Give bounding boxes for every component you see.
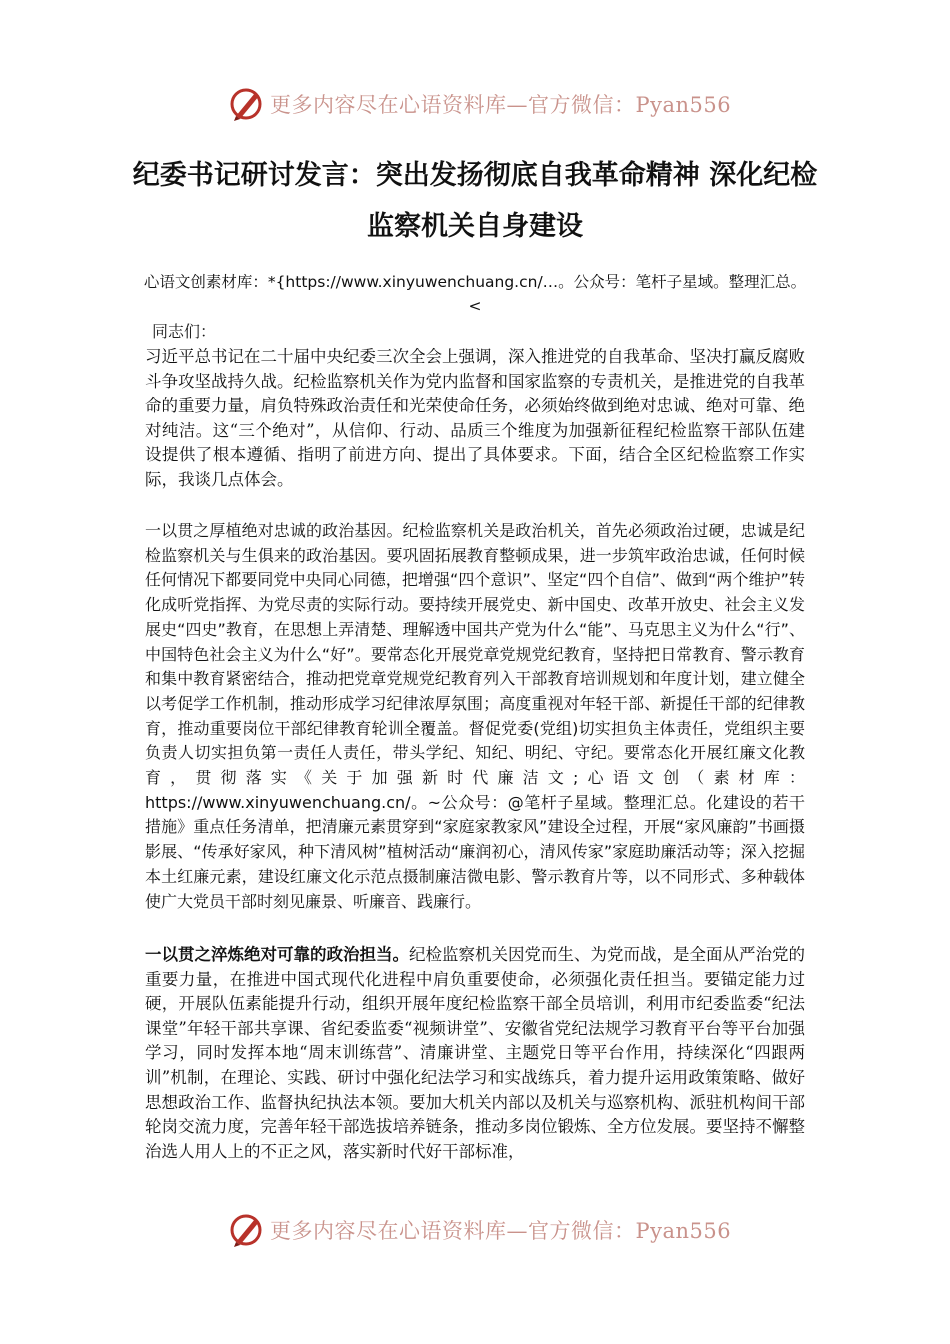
pen-logo-icon [228,86,264,122]
paragraph-loyalty: 一以贯之厚植绝对忠诚的政治基因。纪检监察机关是政治机关，首先必须政治过硬，忠诚是纪检监察机关与生俱来的政治基因。要巩固拓展教育整顿成果，进一步筑牢政治忠诚，任何时候任何情况下都要同党中央同心同德，把增强“四个意识”、坚定“四个自信”、做到“两个维护”转化成听党指挥、为党尽责的实际行动。要持续开展党史、新中国史、改革开放史、社会主义发展史“四史”教育，在思想上弄清楚、理解透中国共产党为什么“能”、马克思主义为什么“行”、中国特色社会主义为什么“好”。要常态化开展党章党规党纪教育，坚持把日常教育、警示教育和集中教育紧密结合，推动把党章党规党纪教育列入干部教育培训规划和年度计划，建立健全以考促学工作机制，推动形成学习纪律浓厚氛围；高度重视对年轻干部、新提任干部的纪律教育，推动重要岗位干部纪律教育轮训全覆盖。督促党委(党组)切实担负主体责任，党组织主要负责人切实担负第一责任人责任，带头学纪、知纪、明纪、守纪。要常态化开展红廉文化教育，贯彻落实《关于加强新时代廉洁文;心语文创（素材库：https://www.xinyuwenchuang.cn/。~公众号：@笔杆子星域。整理汇总。化建设的若干措施》重点任务清单，把清廉元素贯穿到“家庭家教家风”建设全过程，开展“家风廉韵”书画摄影展、“传承好家风，种下清风树”植树活动“廉润初心，清风传家”家庭助廉活动等；深入挖掘本土红廉元素，建设红廉文化示范点摄制廉洁微电影、警示教育片等，以不同形式、多种载体使广大党员干部时刻见廉景、听廉音、践廉行。 [145,521,805,911]
greeting: 同志们： [152,322,217,341]
paragraph-heading: 一以贯之淬炼绝对可靠的政治担当。 [145,945,409,964]
source-line: 心语文创素材库：*{https://www.xinyuwenchuang.cn/…。公众号：笔杆子星域。整理汇总。< [143,273,807,315]
pen-logo-icon [228,1212,264,1248]
watermark-text: 更多内容尽在心语资料库—官方微信：Pyan556 [270,93,732,117]
watermark-banner-top [228,84,732,124]
paragraph-responsibility [145,943,805,1164]
watermark-text: 更多内容尽在心语资料库—官方微信：Pyan556 [270,1219,732,1243]
watermark-banner-bottom [228,1210,732,1250]
document-title: 纪委书记研讨发言：突出发扬彻底自我革命精神 深化纪检监察机关自身建设 [132,160,818,242]
paragraph-body: 纪检监察机关因党而生、为党而战，是全面从严治党的重要力量，在推进中国式现代化进程中肩负重要使命，必须强化责任担当。要锚定能力过硬，开展队伍素能提升行动，组织开展年度纪检监察干部全员培训，利用市纪委监委“纪法课堂”年轻干部共享课、省纪委监委“视频讲堂”、安徽省党纪法规学习教育平台等平台加强学习，同时发挥本地“周末训练营”、清廉讲堂、主题党日等平台作用，持续深化“四跟两训”机制，在理论、实践、研讨中强化纪法学习和实战练兵，着力提升运用政策策略、做好思想政治工作、监督执纪执法本领。要加大机关内部以及机关与巡察机构、派驻机构间干部轮岗交流力度，完善年轻干部选拔培养链条，推动多岗位锻炼、全方位发展。要坚持不懈整治选人用人上的不正之风，落实新时代好干部标准， [145,945,805,1161]
paragraph-intro: 习近平总书记在二十届中央纪委三次全会上强调，深入推进党的自我革命、坚决打赢反腐败斗争攻坚战持久战。纪检监察机关作为党内监督和国家监察的专责机关，是推进党的自我革命的重要力量，肩负特殊政治责任和光荣使命任务，必须始终做到绝对忠诚、绝对可靠、绝对纯洁。这“三个绝对”，从信仰、行动、品质三个维度为加强新征程纪检监察干部队伍建设提供了根本遵循、指明了前进方向、提出了具体要求。下面，结合全区纪检监察工作实际，我谈几点体会。 [145,347,805,489]
